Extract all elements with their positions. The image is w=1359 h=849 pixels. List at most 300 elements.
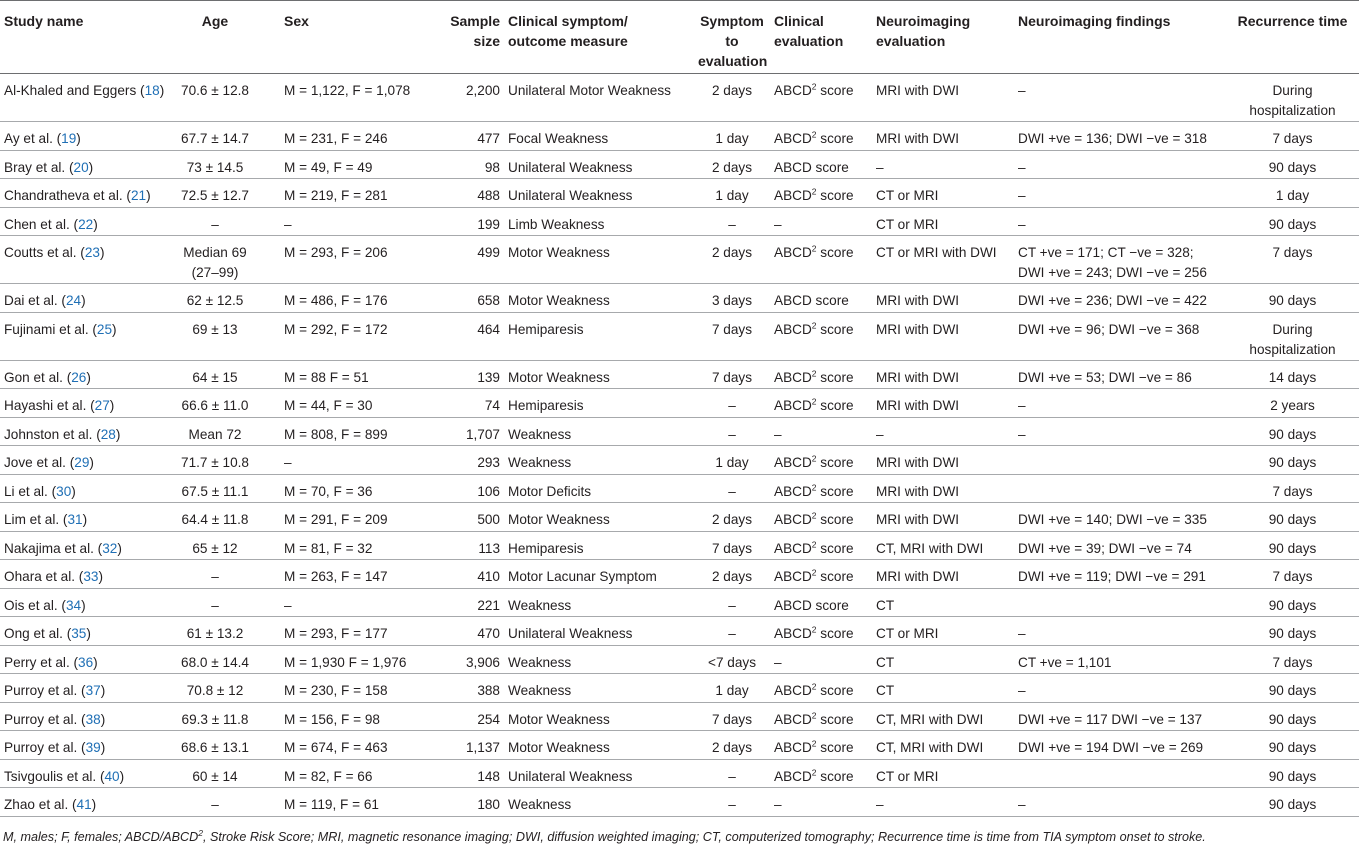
cell-sex: M = 291, F = 209: [280, 503, 432, 532]
table-row: [0, 122, 1359, 151]
header-recurrence-time: Recurrence time: [1226, 1, 1359, 74]
cell-sample-size: 1,137: [432, 731, 504, 760]
reference-link[interactable]: 35: [71, 626, 87, 641]
cell-neuroimaging-evaluation: CT: [872, 674, 1014, 703]
recurrence-line1: During: [1272, 83, 1313, 98]
cell-recurrence-time: 7 days: [1226, 236, 1359, 284]
abcd2-suffix: score: [816, 483, 854, 499]
abcd2-suffix: score: [816, 768, 854, 784]
cell-neuroimaging-evaluation: MRI with DWI: [872, 474, 1014, 503]
reference-close-paren: ): [71, 483, 76, 499]
cell-age: 67.5 ± 11.1: [150, 474, 280, 503]
reference-close-paren: ): [112, 321, 117, 337]
cell-neuroimaging-findings: –: [1014, 389, 1226, 418]
abcd2-sup: 2: [811, 766, 817, 777]
cell-clinical-evaluation: –: [770, 417, 872, 446]
cell-study-name: [0, 236, 150, 284]
reference-link[interactable]: 38: [85, 711, 101, 727]
abcd2-sup: 2: [811, 186, 817, 197]
cell-sample-size: 500: [432, 503, 504, 532]
header-s2e-line1: Symptom: [700, 13, 764, 29]
cell-age: –: [150, 560, 280, 589]
cell-recurrence-time: 7 days: [1226, 560, 1359, 589]
study-name-text: Chandratheva et al. (: [4, 188, 131, 203]
reference-link[interactable]: 20: [73, 159, 89, 175]
abcd2-base: ABCD: [774, 321, 812, 337]
header-clinical-evaluation: [770, 1, 872, 74]
cell-sample-size: 410: [432, 560, 504, 589]
cell-neuroimaging-evaluation: CT, MRI with DWI: [872, 702, 1014, 731]
findings-line2: DWI +ve = 243; DWI −ve = 256: [1018, 265, 1207, 280]
header-s2e-line2: to: [725, 33, 739, 49]
header-sample-line2: size: [473, 33, 500, 49]
cell-study-name: [0, 284, 150, 313]
reference-close-paren: ): [146, 188, 151, 203]
cell-neuroimaging-findings: [1014, 474, 1226, 503]
reference-link[interactable]: 29: [74, 455, 90, 470]
cell-study-name: [0, 360, 150, 389]
cell-symptom-to-evaluation: 2 days: [694, 150, 770, 179]
cell-age: 66.6 ± 11.0: [150, 389, 280, 418]
cell-neuroimaging-evaluation: CT, MRI with DWI: [872, 731, 1014, 760]
cell-neuroimaging-evaluation: MRI with DWI: [872, 360, 1014, 389]
header-s2e-line3: evaluation: [698, 53, 768, 69]
cell-neuroimaging-findings: CT +ve = 1,101: [1014, 645, 1226, 674]
cell-neuroimaging-findings: DWI +ve = 53; DWI −ve = 86: [1014, 360, 1226, 389]
reference-link[interactable]: 34: [65, 597, 82, 613]
table-row: [0, 389, 1359, 418]
cell-neuroimaging-evaluation: CT or MRI: [872, 179, 1014, 208]
cell-sex: M = 81, F = 32: [280, 531, 432, 560]
abcd2-sup: 2: [811, 453, 817, 464]
cell-symptom-to-evaluation: 1 day: [694, 122, 770, 151]
cell-neuroimaging-findings: –: [1014, 207, 1226, 236]
cell-clinical-symptom: Weakness: [504, 674, 694, 703]
cell-sex: M = 1,930 F = 1,976: [280, 645, 432, 674]
reference-close-paren: ): [81, 293, 86, 308]
cell-symptom-to-evaluation: 7 days: [694, 312, 770, 360]
reference-close-paren: ): [86, 626, 91, 641]
reference-close-paren: ): [99, 245, 105, 260]
abcd2-suffix: score: [816, 569, 854, 584]
reference-link[interactable]: 22: [78, 216, 94, 232]
cell-clinical-symptom: Motor Weakness: [504, 503, 694, 532]
cell-neuroimaging-findings: –: [1014, 179, 1226, 208]
cell-clinical-symptom: Unilateral Weakness: [504, 179, 694, 208]
cell-sample-size: 293: [432, 446, 504, 475]
reference-close-paren: ): [89, 455, 94, 470]
cell-sample-size: 74: [432, 389, 504, 418]
table-row: [0, 645, 1359, 674]
abcd2-base: ABCD: [774, 512, 812, 527]
header-clin-line2: evaluation: [774, 33, 844, 49]
cell-clinical-evaluation: [770, 503, 872, 532]
cell-neuroimaging-evaluation: –: [872, 417, 1014, 446]
reference-close-paren: ): [93, 216, 98, 232]
header-study-name: Study name: [0, 1, 150, 74]
header-sample-line1: Sample: [450, 13, 500, 29]
reference-link[interactable]: 18: [144, 83, 160, 98]
cell-clinical-symptom: Weakness: [504, 645, 694, 674]
cell-age: 67.7 ± 14.7: [150, 122, 280, 151]
cell-clinical-symptom: Weakness: [504, 446, 694, 475]
abcd2-base: ABCD: [774, 83, 812, 98]
cell-recurrence-time: 90 days: [1226, 731, 1359, 760]
cell-sample-size: 499: [432, 236, 504, 284]
abcd2-sup: 2: [811, 367, 817, 378]
study-name-text: Li et al. (: [4, 483, 57, 499]
cell-neuroimaging-findings: DWI +ve = 39; DWI −ve = 74: [1014, 531, 1226, 560]
abcd2-suffix: score: [816, 455, 854, 470]
abcd2-base: ABCD: [774, 369, 812, 385]
cell-clinical-symptom: Motor Weakness: [504, 731, 694, 760]
abcd2-suffix: score: [816, 626, 854, 641]
reference-link[interactable]: 37: [85, 683, 101, 698]
cell-clinical-evaluation: ABCD score: [770, 150, 872, 179]
abcd2-sup: 2: [811, 243, 817, 254]
reference-link[interactable]: 28: [100, 426, 116, 442]
cell-recurrence-time: 14 days: [1226, 360, 1359, 389]
reference-close-paren: ): [93, 654, 98, 670]
cell-symptom-to-evaluation: 2 days: [694, 236, 770, 284]
study-name-text: Perry et al. (: [4, 654, 79, 670]
reference-close-paren: ): [88, 159, 94, 175]
table-row: [0, 702, 1359, 731]
cell-neuroimaging-evaluation: CT or MRI: [872, 617, 1014, 646]
study-name-text: Tsivgoulis et al. (: [4, 768, 105, 784]
cell-sex: M = 44, F = 30: [280, 389, 432, 418]
study-name-text: Ohara et al. (: [4, 569, 84, 584]
cell-sample-size: 113: [432, 531, 504, 560]
table-row: [0, 417, 1359, 446]
cell-symptom-to-evaluation: <7 days: [694, 645, 770, 674]
reference-close-paren: ): [159, 83, 165, 98]
reference-close-paren: ): [86, 369, 91, 385]
header-symptom-line2: outcome measure: [508, 33, 628, 49]
abcd2-sup: 2: [811, 567, 817, 578]
reference-close-paren: ): [82, 512, 88, 527]
cell-recurrence-time: 7 days: [1226, 122, 1359, 151]
cell-symptom-to-evaluation: 2 days: [694, 74, 770, 122]
reference-close-paren: ): [115, 426, 121, 442]
abcd2-suffix: score: [816, 683, 854, 698]
footnote-sup: 2: [198, 827, 203, 838]
cell-sample-size: 470: [432, 617, 504, 646]
cell-sex: M = 230, F = 158: [280, 674, 432, 703]
cell-age: 64 ± 15: [150, 360, 280, 389]
cell-age: 62 ± 12.5: [150, 284, 280, 313]
study-name-text: Ong et al. (: [4, 626, 72, 641]
cell-symptom-to-evaluation: 7 days: [694, 360, 770, 389]
cell-clinical-symptom: Unilateral Weakness: [504, 617, 694, 646]
cell-symptom-to-evaluation: –: [694, 588, 770, 617]
cell-neuroimaging-findings: [1014, 236, 1226, 284]
abcd2-base: ABCD: [774, 245, 812, 260]
cell-recurrence-time: 90 days: [1226, 759, 1359, 788]
study-name-text: Jove et al. (: [4, 455, 75, 470]
cell-neuroimaging-evaluation: MRI with DWI: [872, 312, 1014, 360]
reference-close-paren: ): [100, 740, 106, 755]
cell-sex: –: [280, 588, 432, 617]
cell-sample-size: 2,200: [432, 74, 504, 122]
cell-neuroimaging-evaluation: CT, MRI with DWI: [872, 531, 1014, 560]
study-name-text: Purroy et al. (: [4, 683, 86, 698]
cell-age: 70.8 ± 12: [150, 674, 280, 703]
cell-age: 65 ± 12: [150, 531, 280, 560]
cell-clinical-evaluation: [770, 179, 872, 208]
cell-recurrence-time: 90 days: [1226, 702, 1359, 731]
cell-clinical-evaluation: [770, 674, 872, 703]
cell-study-name: [0, 150, 150, 179]
footnote-part1: M, males; F, females; ABCD/ABCD: [3, 830, 199, 844]
cell-sample-size: 477: [432, 122, 504, 151]
reference-close-paren: ): [81, 597, 86, 613]
cell-recurrence-time: 90 days: [1226, 417, 1359, 446]
cell-sample-size: 148: [432, 759, 504, 788]
cell-recurrence-time: [1226, 312, 1359, 360]
abcd2-suffix: score: [816, 369, 854, 385]
cell-neuroimaging-evaluation: MRI with DWI: [872, 389, 1014, 418]
table-row: [0, 284, 1359, 313]
study-name-text: Chen et al. (: [4, 216, 79, 232]
abcd2-base: ABCD: [774, 540, 812, 556]
abcd2-base: ABCD: [774, 131, 812, 146]
abcd2-sup: 2: [811, 129, 817, 140]
reference-link[interactable]: 21: [130, 188, 147, 203]
cell-clinical-symptom: Weakness: [504, 588, 694, 617]
cell-neuroimaging-findings: DWI +ve = 236; DWI −ve = 422: [1014, 284, 1226, 313]
reference-link[interactable]: 25: [96, 321, 113, 337]
cell-study-name: [0, 389, 150, 418]
reference-link[interactable]: 26: [71, 369, 87, 385]
cell-clinical-symptom: Motor Deficits: [504, 474, 694, 503]
cell-sex: M = 263, F = 147: [280, 560, 432, 589]
table-row: [0, 446, 1359, 475]
cell-clinical-symptom: Limb Weakness: [504, 207, 694, 236]
abcd2-base: ABCD: [774, 188, 812, 203]
cell-neuroimaging-findings: –: [1014, 617, 1226, 646]
reference-link[interactable]: 19: [61, 131, 77, 146]
cell-clinical-evaluation: [770, 474, 872, 503]
cell-neuroimaging-evaluation: CT: [872, 588, 1014, 617]
cell-study-name: [0, 788, 150, 817]
abcd2-sup: 2: [811, 319, 817, 330]
table-row: [0, 674, 1359, 703]
reference-close-paren: ): [117, 540, 122, 556]
cell-neuroimaging-evaluation: MRI with DWI: [872, 284, 1014, 313]
cell-study-name: [0, 702, 150, 731]
cell-sex: M = 88 F = 51: [280, 360, 432, 389]
table-row: [0, 560, 1359, 589]
reference-close-paren: ): [91, 797, 97, 812]
cell-neuroimaging-findings: DWI +ve = 194 DWI −ve = 269: [1014, 731, 1226, 760]
abcd2-base: ABCD: [774, 711, 812, 727]
cell-sample-size: 388: [432, 674, 504, 703]
cell-symptom-to-evaluation: 2 days: [694, 560, 770, 589]
cell-neuroimaging-findings: –: [1014, 74, 1226, 122]
cell-neuroimaging-findings: –: [1014, 417, 1226, 446]
reference-close-paren: ): [98, 569, 103, 584]
cell-recurrence-time: 7 days: [1226, 474, 1359, 503]
reference-close-paren: ): [119, 768, 125, 784]
cell-neuroimaging-findings: DWI +ve = 136; DWI −ve = 318: [1014, 122, 1226, 151]
reference-link[interactable]: 40: [104, 768, 120, 784]
study-name-text: Purroy et al. (: [4, 740, 86, 755]
study-name-text: Al-Khaled and Eggers (: [4, 83, 145, 98]
cell-age: 72.5 ± 12.7: [150, 179, 280, 208]
cell-clinical-evaluation: [770, 122, 872, 151]
cell-symptom-to-evaluation: –: [694, 759, 770, 788]
cell-clinical-evaluation: [770, 531, 872, 560]
cell-age: 69.3 ± 11.8: [150, 702, 280, 731]
table-row: [0, 531, 1359, 560]
cell-neuroimaging-findings: [1014, 446, 1226, 475]
recurrence-line2: hospitalization: [1249, 103, 1336, 118]
cell-age: 70.6 ± 12.8: [150, 74, 280, 122]
cell-neuroimaging-findings: DWI +ve = 117 DWI −ve = 137: [1014, 702, 1226, 731]
cell-study-name: [0, 531, 150, 560]
cell-symptom-to-evaluation: 1 day: [694, 674, 770, 703]
cell-recurrence-time: [1226, 74, 1359, 122]
cell-sample-size: 658: [432, 284, 504, 313]
abcd2-suffix: score: [816, 740, 854, 755]
study-name-text: Zhao et al. (: [4, 797, 77, 812]
abcd2-suffix: score: [816, 188, 854, 203]
cell-clinical-evaluation: [770, 236, 872, 284]
cell-clinical-symptom: Unilateral Weakness: [504, 150, 694, 179]
cell-neuroimaging-evaluation: MRI with DWI: [872, 560, 1014, 589]
reference-link[interactable]: 31: [67, 512, 83, 527]
cell-recurrence-time: 90 days: [1226, 588, 1359, 617]
cell-recurrence-time: 7 days: [1226, 645, 1359, 674]
cell-clinical-evaluation: [770, 617, 872, 646]
cell-age: 73 ± 14.5: [150, 150, 280, 179]
cell-study-name: [0, 560, 150, 589]
cell-study-name: [0, 312, 150, 360]
cell-sex: M = 219, F = 281: [280, 179, 432, 208]
cell-symptom-to-evaluation: 2 days: [694, 503, 770, 532]
cell-sample-size: 180: [432, 788, 504, 817]
study-name-text: Johnston et al. (: [4, 426, 101, 442]
recurrence-line1: During: [1272, 321, 1313, 337]
study-name-text: Fujinami et al. (: [4, 321, 97, 337]
header-clinical-symptom: [504, 1, 694, 74]
abcd2-base: ABCD: [774, 398, 812, 413]
cell-sex: M = 808, F = 899: [280, 417, 432, 446]
age-line1: Median 69: [183, 245, 247, 260]
table-header: [0, 1, 1359, 74]
cell-neuroimaging-findings: [1014, 759, 1226, 788]
reference-link[interactable]: 23: [84, 245, 100, 260]
abcd2-suffix: score: [816, 245, 854, 260]
cell-clinical-symptom: Motor Weakness: [504, 360, 694, 389]
abcd2-sup: 2: [811, 709, 817, 720]
cell-neuroimaging-evaluation: –: [872, 150, 1014, 179]
cell-clinical-symptom: Weakness: [504, 417, 694, 446]
cell-sex: –: [280, 207, 432, 236]
cell-symptom-to-evaluation: 1 day: [694, 446, 770, 475]
cell-recurrence-time: 90 days: [1226, 531, 1359, 560]
study-name-text: Lim et al. (: [4, 512, 68, 527]
reference-close-paren: ): [100, 683, 106, 698]
cell-study-name: [0, 674, 150, 703]
cell-clinical-symptom: Motor Weakness: [504, 702, 694, 731]
table-row: [0, 236, 1359, 284]
abcd2-base: ABCD: [774, 626, 812, 641]
cell-sex: M = 70, F = 36: [280, 474, 432, 503]
header-symptom-to-evaluation: [694, 1, 770, 74]
reference-link[interactable]: 39: [85, 740, 101, 755]
reference-close-paren: ): [76, 131, 81, 146]
cell-sample-size: 464: [432, 312, 504, 360]
header-neuro-line2: evaluation: [876, 33, 946, 49]
abcd2-suffix: score: [816, 83, 854, 98]
reference-link[interactable]: 32: [102, 540, 118, 556]
cell-age: 60 ± 14: [150, 759, 280, 788]
cell-symptom-to-evaluation: 3 days: [694, 284, 770, 313]
reference-link[interactable]: 24: [65, 293, 82, 308]
cell-sex: M = 293, F = 206: [280, 236, 432, 284]
cell-clinical-evaluation: [770, 702, 872, 731]
table-row: [0, 150, 1359, 179]
table-row: [0, 588, 1359, 617]
study-name-text: Nakajima et al. (: [4, 540, 103, 556]
cell-clinical-evaluation: ABCD score: [770, 284, 872, 313]
reference-link[interactable]: 27: [94, 398, 110, 413]
cell-sample-size: 3,906: [432, 645, 504, 674]
abcd2-sup: 2: [811, 481, 817, 492]
abcd2-base: ABCD: [774, 483, 812, 499]
cell-clinical-evaluation: –: [770, 788, 872, 817]
cell-clinical-evaluation: ABCD score: [770, 588, 872, 617]
cell-symptom-to-evaluation: –: [694, 788, 770, 817]
cell-study-name: [0, 759, 150, 788]
cell-study-name: [0, 503, 150, 532]
cell-recurrence-time: 90 days: [1226, 207, 1359, 236]
header-neuroimaging-findings: Neuroimaging findings: [1014, 1, 1226, 74]
reference-link[interactable]: 41: [76, 797, 92, 812]
cell-age: 68.0 ± 14.4: [150, 645, 280, 674]
cell-neuroimaging-findings: –: [1014, 150, 1226, 179]
table-footnote: [3, 827, 1206, 844]
cell-sample-size: 254: [432, 702, 504, 731]
cell-recurrence-time: 90 days: [1226, 788, 1359, 817]
cell-age: –: [150, 588, 280, 617]
cell-study-name: [0, 645, 150, 674]
cell-sample-size: 199: [432, 207, 504, 236]
cell-recurrence-time: 2 years: [1226, 389, 1359, 418]
cell-sex: –: [280, 446, 432, 475]
cell-symptom-to-evaluation: –: [694, 389, 770, 418]
header-clin-line1: Clinical: [774, 13, 824, 29]
reference-link[interactable]: 33: [83, 569, 99, 584]
cell-study-name: [0, 617, 150, 646]
study-name-text: Ois et al. (: [4, 597, 66, 613]
cell-neuroimaging-evaluation: MRI with DWI: [872, 122, 1014, 151]
reference-link[interactable]: 30: [56, 483, 72, 499]
abcd2-suffix: score: [816, 131, 854, 146]
cell-study-name: [0, 207, 150, 236]
cell-age: 69 ± 13: [150, 312, 280, 360]
abcd2-base: ABCD: [774, 569, 812, 584]
reference-link[interactable]: 36: [78, 654, 94, 670]
cell-age: –: [150, 207, 280, 236]
abcd2-sup: 2: [811, 396, 817, 407]
table-row: [0, 731, 1359, 760]
cell-recurrence-time: 90 days: [1226, 150, 1359, 179]
study-name-text: Purroy et al. (: [4, 711, 86, 727]
abcd2-sup: 2: [811, 538, 817, 549]
